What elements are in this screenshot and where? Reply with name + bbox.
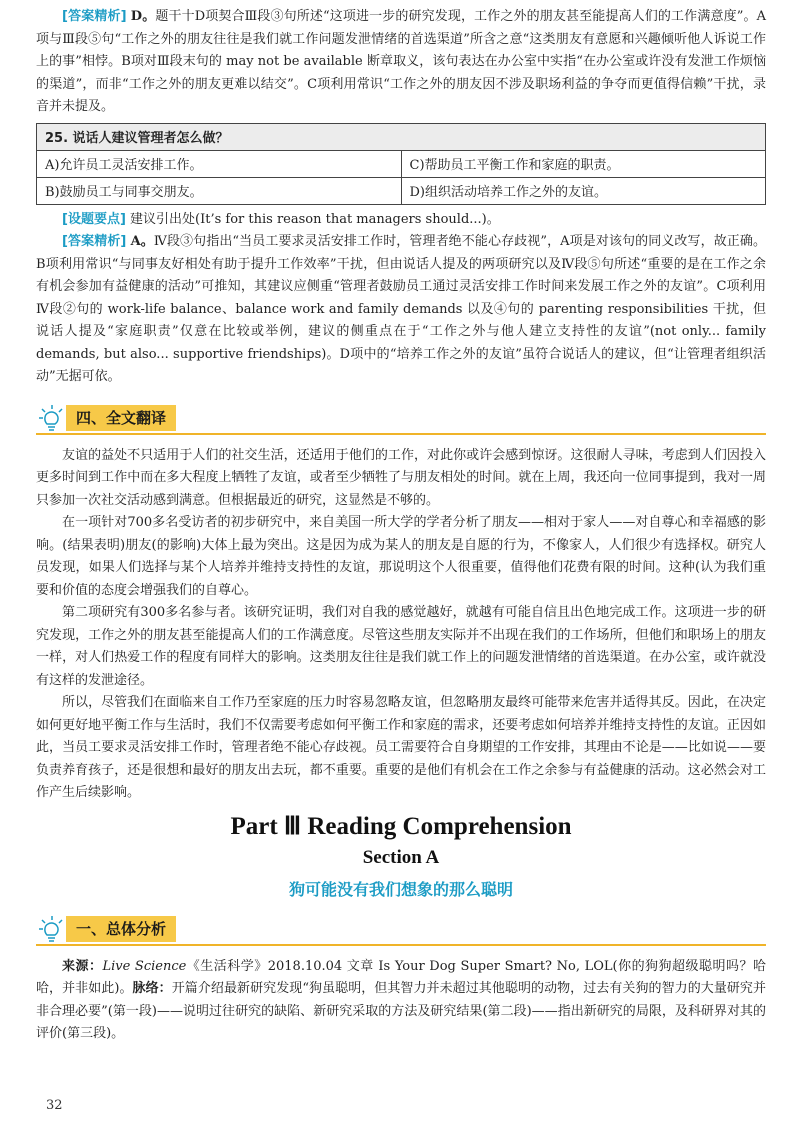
section-label: 一、总体分析	[66, 916, 176, 942]
section-heading-translation	[36, 403, 766, 435]
source-text: 《生活科学》2018.10.04 文章 Is Your Dog Super Smart? No, LOL(你的狗狗超级聪明吗？哈哈，并非如此)。	[36, 958, 766, 996]
question-title: 25. 说话人建议管理者怎么做？	[37, 123, 766, 150]
translation-paragraph: 友谊的益处不只适用于人们的社交生活，还适用于他们的工作，对此你或许会感到惊讶。这很耐人寻味，考虑到人们因投入更多时间到工作中而在多大程度上牺牲了友谊，或者至少牺牲了与朋友相处的时间。就在上周，我还向一位同事提到，我对一周只参加一次社交活动感到满意。但根据最近的研究，这显然是不够的。	[36, 447, 766, 508]
context-text: 开篇介绍最新研究发现“狗虽聪明，但其智力并未超过其他聪明的动物，过去有关狗的智力的大量研究并非合理必要”(第一段)——说明过往研究的缺陷、新研究采取的方法及研究结果(第二段)——指出新研究的局限，及科研界对其的评价(第三段)。	[36, 981, 766, 1041]
article-title: 狗可能没有我们想象的那么聪明	[288, 879, 513, 899]
lightbulb-icon	[36, 914, 68, 944]
answer-letter: D。	[130, 9, 156, 24]
option-d: D)组织活动培养工作之外的友谊。	[401, 177, 766, 204]
source-publication: Live Science	[102, 958, 187, 974]
translation-paragraph: 在一项针对700多名受访者的初步研究中，来自美国一所大学的学者分析了朋友——相对于家人——对自尊心和幸福感的影响。(结果表明)朋友(的影响)大体上最为突出。这是因为成为某人的朋友是自愿的行为，不像家人，人们很少有选择权。研究人员发现，如果人们选择与某个人培养并维持支持性的友谊，那说明这个人很重要，值得他们花费有限的时间。这种(认为我们重要和价值的态度会增强我们的自尊心。	[36, 515, 766, 598]
answer-analysis-tag: [答案精析]	[62, 234, 127, 249]
key-point-tag: [设题要点]	[62, 211, 126, 227]
lightbulb-icon	[36, 403, 68, 433]
key-point-text: 建议引出处(It’s for this reason that managers should...)。	[130, 211, 500, 227]
option-b: B)鼓励员工与同事交朋友。	[37, 177, 402, 204]
translation-paragraph: 第二项研究有300多名参与者。该研究证明，我们对自我的感觉越好，就越有可能自信且出色地完成工作。这项进一步的研究发现，工作之外的朋友甚至能提高人们的工作满意度。尽管这些朋友实际并不出现在我们的工作场所，但他们和职场上的朋友一样，对人们热爱工作的程度有同样大的影响。这类朋友往往是我们就工作上的问题发泄情绪的首选渠道。在办公室，或许就没有这样的发泄途径。	[36, 605, 766, 688]
option-a: A)允许员工灵活安排工作。	[37, 150, 402, 177]
context-label: 脉络：	[132, 981, 172, 996]
page-content	[36, 6, 766, 1046]
answer-letter: A。	[130, 234, 154, 249]
question-key-point	[36, 209, 766, 232]
translation-paragraph: 所以，尽管我们在面临来自工作乃至家庭的压力时容易忽略友谊，但忽略朋友最终可能带来危害并适得其反。因此，在决定如何更好地平衡工作与生活时，我们不仅需要考虑如何平衡工作和家庭的需求，还要考虑如何培养并维持支持性的友谊。正因如此，当员工要求灵活安排工作时，管理者绝不能心存歧视。员工需要符合自身期望的工作安排，其理由不论是——比如说——要负责养育孩子，还是很想和最好的朋友出去玩，都不重要。重要的是他们有机会在工作之余参与有益健康的活动。这必然会对工作产生后续影响。	[36, 695, 766, 800]
page-number: 32	[46, 1098, 63, 1113]
source-label: 来源：	[62, 958, 103, 974]
overview-paragraph	[36, 956, 766, 1046]
answer-analysis-text: 题干十D项契合Ⅲ段③句所述“这项进一步的研究发现，工作之外的朋友甚至能提高人们的工作满意度”。A项与Ⅲ段⑤句“工作之外的朋友往往是我们就工作问题发泄情绪的首选渠道”所含之意“这类朋友有意愿和兴趣倾听他人诉说工作上的事”相悖。B项对Ⅲ段末句的 may not be available 断章取义，该句表达在办公室中实指“在办公室或许没有发泄工作烦恼的渠道”，而非“工作之外的朋友更难以结交”。C项利用常识“工作之外的朋友因不涉及职场利益的争夺而更值得信赖”干扰，录音并未提及。	[36, 9, 766, 114]
answer-analysis-24	[36, 6, 766, 119]
answer-analysis-tag: [答案精析]	[62, 9, 127, 24]
section-heading-overview	[36, 914, 766, 946]
part-title: Part Ⅲ Reading Comprehension	[230, 812, 572, 840]
section-label: 四、全文翻译	[66, 405, 176, 431]
answer-analysis-text: Ⅳ段③句指出“当员工要求灵活安排工作时，管理者绝不能心存歧视”，A项是对该句的同义改写，故正确。B项利用常识“与同事友好相处有助于提升工作效率”干扰，但由说话人提及的两项研究以及Ⅳ段⑤句所述“重要的是在工作之余有机会参加有益健康的活动”可推知，其建议应侧重“管理者鼓励员工通过灵活安排工作时间来发展工作之外的友谊”。C项利用Ⅳ段②句的 work-life balance、balance work and family demands 以及④句的 parenting responsibilities 干扰，但说话人提及“家庭职责”仅意在比较或举例，建议的侧重点在于“工作之外与他人建立支持性的友谊”(not only... family demands, but also... supportive friendships)。D项中的“培养工作之外的友谊”虽符合说话人的建议，但“让管理者组织活动”无据可依。	[36, 234, 766, 384]
answer-analysis-25	[36, 231, 766, 389]
option-c: C)帮助员工平衡工作和家庭的职责。	[401, 150, 766, 177]
section-title: Section A	[362, 846, 440, 868]
question-25-table	[36, 123, 766, 205]
